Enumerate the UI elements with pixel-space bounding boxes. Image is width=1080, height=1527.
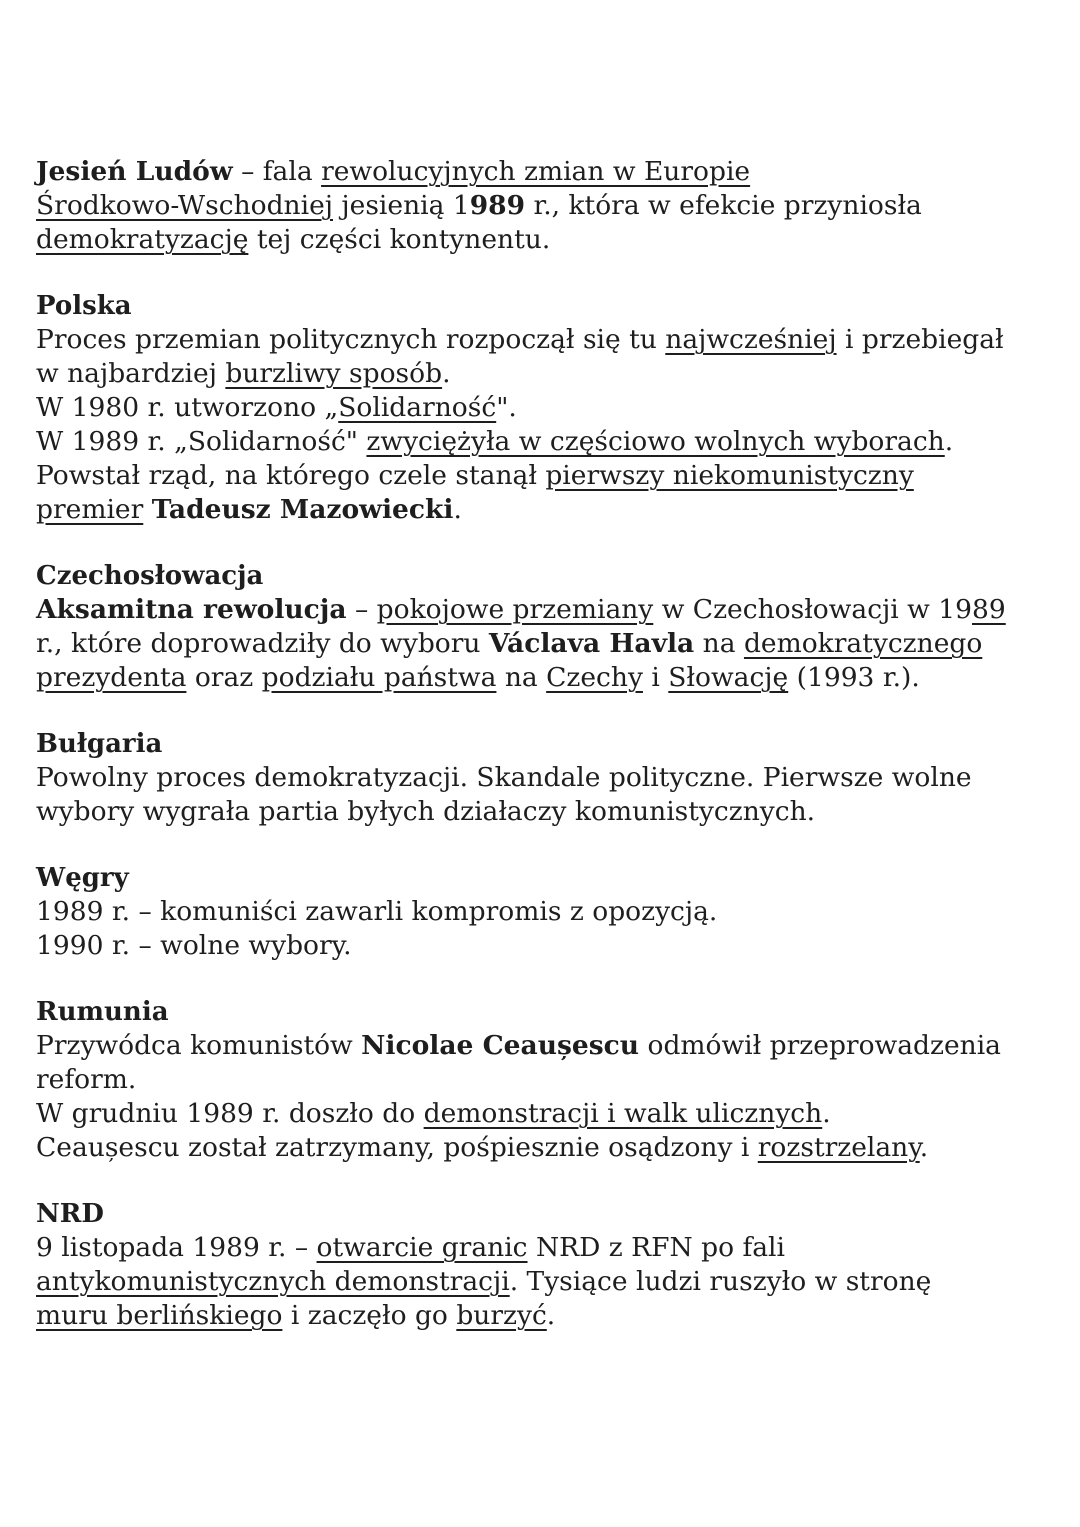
text-line [36,795,1056,829]
text-run: . [919,1132,929,1163]
text-line [36,189,1056,223]
text-line [36,357,1056,391]
text-run: Powstał rząd, na którego czele stanął [36,460,546,491]
text-run: Przywódca komunistów [36,1030,362,1061]
underlined-text: demonstracji i walk ulicznych [423,1098,823,1129]
text-run: . [822,1098,831,1129]
text-line [36,155,1056,189]
text-run: i zaczęło go [282,1300,457,1331]
section-czechoslowacja [36,559,1056,695]
text-run: W grudniu 1989 r. doszło do [36,1098,424,1129]
underlined-text: muru berlińskiego [36,1300,283,1331]
section-heading: Czechosłowacja [36,561,264,591]
country-sections [36,289,1056,1333]
text-run: wybory wygrała partia byłych działaczy komunistycznych. [36,796,816,827]
underlined-text: Czechy [546,662,643,693]
text-run: oraz [186,662,262,693]
text-run: na [694,628,744,659]
underlined-text: rewolucyjnych zmian w Europie [321,156,751,187]
text-run: . [442,358,451,389]
intro-definition [36,155,1056,257]
section-heading: Rumunia [36,997,169,1027]
text-run: NRD z RFN po fali [527,1232,786,1263]
text-run [143,494,151,525]
text-run: Proces przemian politycznych rozpoczął się tu [36,324,666,355]
underlined-text: najwcześniej [665,324,837,355]
text-run: 9 listopada 1989 r. – [36,1232,317,1263]
section-bulgaria [36,727,1056,829]
text-line [36,761,1056,795]
text-line [36,459,1056,493]
underlined-text: premier [36,494,144,525]
underlined-text: Środkowo-Wschodniej [36,190,333,221]
text-run: tej części kontynentu. [248,224,551,255]
text-line [36,493,1056,527]
section-heading: Polska [36,291,132,321]
text-run: na [496,662,547,693]
section-rumunia [36,995,1056,1165]
bold-term: Nicolae Ceaușescu [361,1030,640,1061]
text-line [36,661,1056,695]
text-run: r., które doprowadziły do wyboru [36,628,489,659]
bold-term: Václava Havla [488,628,695,659]
underlined-text: Słowację [668,662,789,693]
section-nrd [36,1197,1056,1333]
section-wegry [36,861,1056,963]
underlined-text: burzliwy sposób [225,358,443,389]
section-heading: Węgry [36,863,129,893]
text-line [36,425,1056,459]
notes-page [36,155,1056,1365]
text-run: W 1980 r. utworzono „ [36,392,339,423]
text-run: (1993 r.). [788,662,920,693]
text-run: W 1989 r. „Solidarność" [36,426,367,457]
text-run: ". [496,392,517,423]
text-line [36,323,1056,357]
underlined-text: rozstrzelany [757,1132,920,1163]
text-line [36,1231,1056,1265]
text-run: . Tysiące ludzi ruszyło w stronę [509,1266,932,1297]
text-run: r., która w efekcie przyniosła [525,190,922,221]
text-run: – fala [232,156,322,187]
text-line [36,895,1056,929]
text-run: i [642,662,669,693]
text-line [36,593,1056,627]
text-run: jesienią 1 [333,190,470,221]
bold-term: Jesień Ludów [36,156,233,187]
text-line [36,1131,1056,1165]
underlined-text: burzyć [456,1300,547,1331]
text-line [36,1063,1056,1097]
text-run: i przebiegał [836,324,1004,355]
section-heading: Bułgaria [36,729,163,759]
text-line [36,1299,1056,1333]
bold-term: Tadeusz Mazowiecki [151,494,454,525]
text-run: . [546,1300,556,1331]
underlined-text: otwarcie granic [316,1232,528,1263]
text-run: w Czechosłowacji w 19 [653,594,973,625]
text-line [36,223,1056,257]
text-run: w najbardziej [36,358,226,389]
underlined-text: antykomunistycznych demonstracji [36,1266,510,1297]
underlined-text: prezydenta [36,662,187,693]
underlined-text: podziału państwa [261,662,497,693]
underlined-text: Solidarność [338,392,497,423]
bold-term: 989 [469,190,526,221]
text-line [36,1029,1056,1063]
text-run: odmówił przeprowadzenia [639,1030,1001,1061]
underlined-text: pierwszy niekomunistyczny [545,460,914,491]
text-line [36,627,1056,661]
text-run: . [944,426,954,457]
text-run: Ceaușescu został zatrzymany, pośpiesznie osądzony i [36,1132,758,1163]
text-line [36,929,1056,963]
underlined-text: 89 [972,594,1006,625]
section-heading: NRD [36,1199,104,1229]
text-run: . [453,494,462,525]
text-run: – [346,594,377,625]
text-run: 1990 r. – wolne wybory. [36,930,352,961]
text-run: Powolny proces demokratyzacji. Skandale polityczne. Pierwsze wolne [36,762,972,793]
text-line [36,1265,1056,1299]
text-run: 1989 r. – komuniści zawarli kompromis z opozycją. [36,896,718,927]
bold-term: Aksamitna rewolucja [36,594,347,625]
underlined-text: zwyciężyła w częściowo wolnych wyborach [366,426,945,457]
text-line [36,1097,1056,1131]
underlined-text: demokratyzację [36,224,249,255]
underlined-text: pokojowe przemiany [376,594,654,625]
text-line [36,391,1056,425]
text-run: reform. [36,1064,137,1095]
section-polska [36,289,1056,527]
underlined-text: demokratycznego [743,628,983,659]
